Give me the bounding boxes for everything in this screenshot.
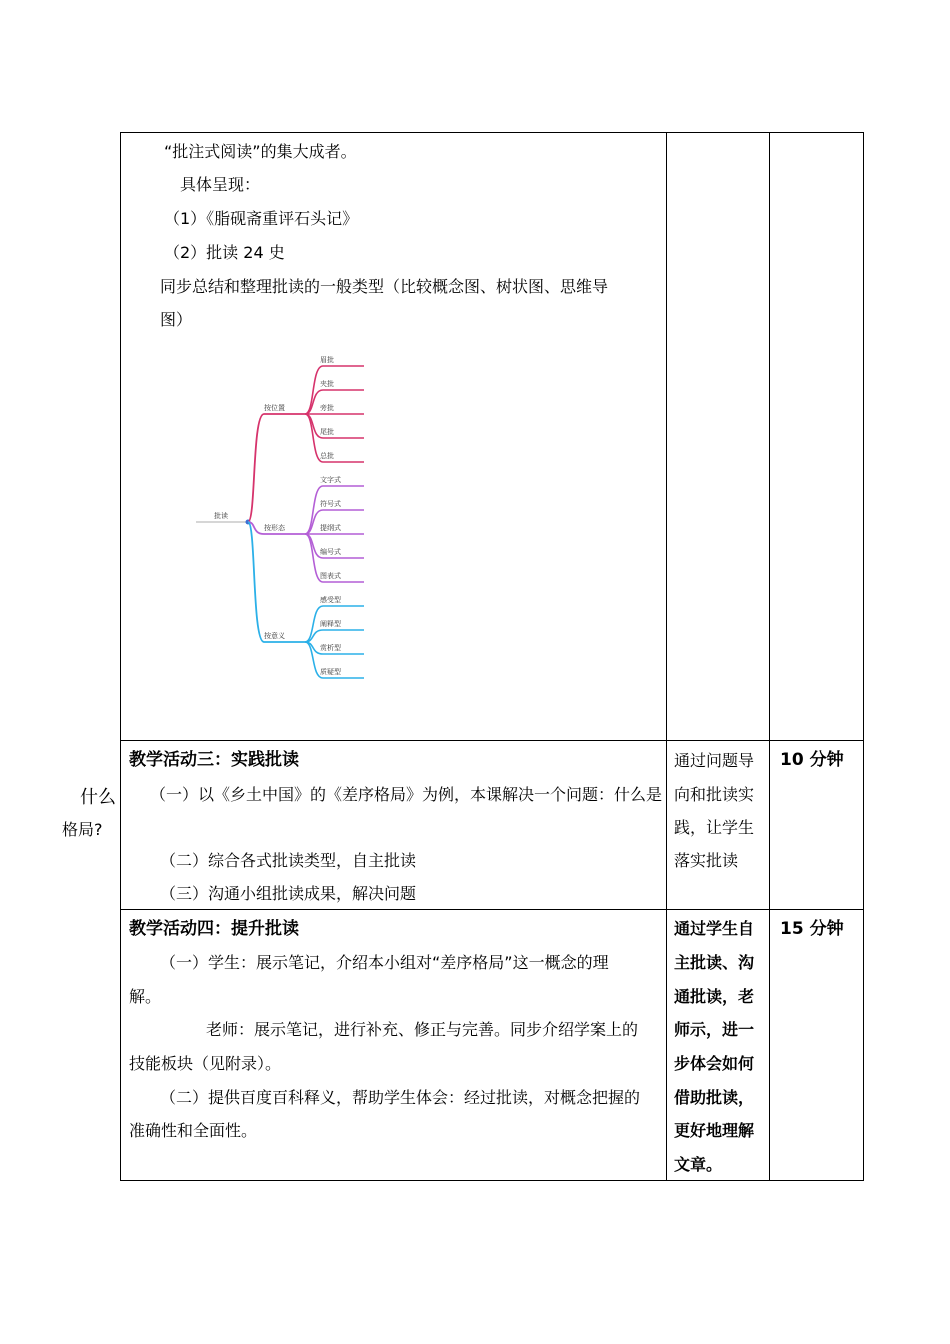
row3-intent-line: 主批读、沟 <box>674 953 755 972</box>
mindmap-leaf-label: 总批 <box>320 452 334 460</box>
mindmap-leaf-label: 图表式 <box>320 572 341 580</box>
row1-content-cell <box>120 132 666 740</box>
activity4-line: 老师：展示笔记，进行补充、修正与完善。同步介绍学案上的 <box>206 1020 639 1039</box>
mindmap-leaf-label: 尾批 <box>320 428 334 436</box>
mindmap-leaf-label: 旁批 <box>320 404 334 412</box>
row2-content-cell <box>120 740 666 909</box>
row1-line: （1）《脂砚斋重评石头记》 <box>164 209 359 228</box>
row2-intent-line: 向和批读实 <box>674 785 755 804</box>
row3-intent-line: 师示，进一 <box>674 1020 755 1039</box>
row2-intent-line: 践，让学生 <box>674 818 755 837</box>
row1-line: 具体呈现： <box>180 175 261 194</box>
lesson-plan-table <box>120 132 864 1181</box>
row3-intent-line: 步体会如何 <box>674 1054 755 1073</box>
mindmap-branch-label: 按意义 <box>264 632 285 640</box>
mindmap-leaf-label: 符号式 <box>320 500 341 508</box>
mindmap-leaf-label: 赏析型 <box>320 644 341 652</box>
mindmap-leaf-label: 阐释型 <box>320 620 341 628</box>
mindmap-branch-label: 按位置 <box>264 404 285 412</box>
mindmap-leaf-label: 感受型 <box>320 596 341 604</box>
mindmap-leaf-line <box>305 414 364 438</box>
activity3-title: 教学活动三：实践批读 <box>129 750 299 770</box>
mindmap-leaf-label: 质疑型 <box>320 668 341 676</box>
row3-intent-line: 通过学生自 <box>674 919 755 938</box>
mindmap-leaf-label: 文字式 <box>320 476 341 484</box>
row3-time: 15 分钟 <box>780 919 844 939</box>
activity4-line: 准确性和全面性。 <box>129 1121 258 1140</box>
mindmap-branch-label: 按形态 <box>264 524 285 532</box>
row3-intent-cell <box>666 909 769 1180</box>
mindmap-leaf-label: 夹批 <box>320 380 334 388</box>
row2-intent-line: 落实批读 <box>674 851 739 870</box>
activity4-line: （二）提供百度百科释义，帮助学生体会：经过批读，对概念把握的 <box>160 1088 641 1107</box>
mindmap-leaf-label: 提纲式 <box>320 524 341 532</box>
activity3-item: （三）沟通小组批读成果，解决问题 <box>160 884 417 903</box>
mindmap-root-label: 批读 <box>214 512 228 520</box>
activity4-title: 教学活动四：提升批读 <box>129 919 299 939</box>
mindmap-leaf-label: 眉批 <box>320 356 334 364</box>
row1-line: （2）批读 24 史 <box>164 243 285 262</box>
row2-intent-line: 通过问题导 <box>674 751 755 770</box>
side-note-line2: 格局? <box>62 820 103 839</box>
row2-time: 10 分钟 <box>780 750 844 770</box>
row3-content-cell <box>120 909 666 1180</box>
row3-intent-line: 通批读，老 <box>674 987 755 1006</box>
row1-line: “批注式阅读”的集大成者。 <box>164 142 357 161</box>
side-note-line1: 什么 <box>80 787 116 808</box>
row2-time-cell <box>769 740 864 909</box>
activity4-line: 技能板块（见附录）。 <box>129 1054 282 1073</box>
row3-intent-line: 文章。 <box>674 1155 723 1174</box>
row3-intent-line: 借助批读， <box>674 1088 755 1107</box>
mindmap-leaf-line <box>305 390 364 414</box>
activity3-item: （二）综合各式批读类型，自主批读 <box>160 851 417 870</box>
row1-line: 同步总结和整理批读的一般类型（比较概念图、树状图、思维导 <box>160 277 609 296</box>
mindmap-branch-line <box>248 414 305 522</box>
activity4-line: （一）学生：展示笔记，介绍本小组对“差序格局”这一概念的理 <box>160 953 609 972</box>
activity3-item: （一）以《乡土中国》的《差序格局》为例，本课解决一个问题：什么是 <box>150 785 663 804</box>
mindmap-leaf-line <box>305 630 364 642</box>
mindmap-leaf-label: 编号式 <box>320 548 341 556</box>
activity4-line: 解。 <box>129 987 162 1006</box>
annotation-mindmap <box>190 346 430 706</box>
row3-time-cell <box>769 909 864 1180</box>
row1-line: 图） <box>160 310 193 329</box>
row2-intent-cell <box>666 740 769 909</box>
row3-intent-line: 更好地理解 <box>674 1121 755 1140</box>
mindmap-branch-line <box>248 522 305 642</box>
